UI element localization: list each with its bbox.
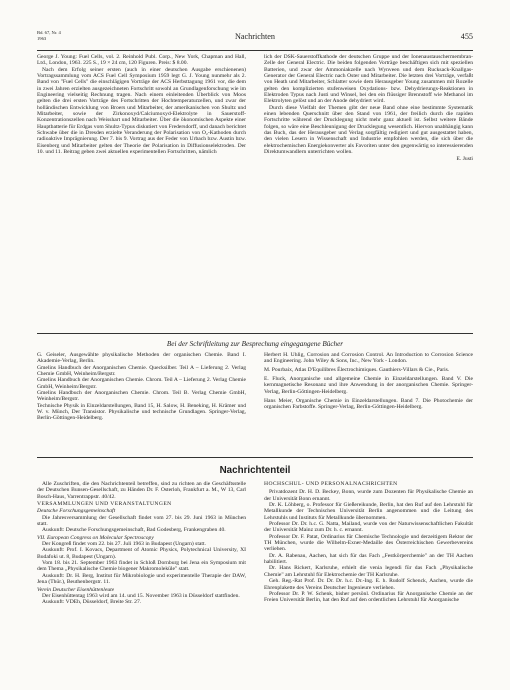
news-right-column [264,481,473,604]
review-paragraph: Nach dem Erfolg seiner ersten (auch in einer deutschen Ausgabe erschienenen) Vortragssammlung vom ACS Fuel Cell Symposium 1959 legt G. J. Young nunmehr als 2. Band von "Fuel Cells" die einschlägigen Vorträge der ACS Herbsttagung 1961 vor, die dem in zwei Jahren erzielten ausgezeichneten Fortschritt sowohl an Grundlagenforschung wie im Engineering vielseitig Rechnung tragen. Nach einem einleitenden Überblick von Moos gelten die drei ersten Vorträge des Fortschritten der Hochtemperaturzellen, und zwar der holländischen Entwicklung von Broers und Mitarbeiter, der amerikanischen von Shultz und Mitarbeiter, sowie der Zirkonoxyd/Calciumoxyd-Elektrolyte in Sauerstoff-Konzentrationszellen nach Weisshart und Mitarbeiter. Über die ökonomischen Aspekte einer Hauptbatterie für Erdgas vom Shultz-Typus diskutiert von Fredersdorff, und danach berichtet Schwabe über die in Dresden erzielte Veranderung der Polarisation von O₂-Kathoden durch radioaktive Imprägnierung. Der 7. bis 9. Vortrag aus der Feder von Urbach bzw. Austin bzw. Eisenberg und Mitarbeiter gelten der Theorie der Polarisation in Diffusionselektroden. Der 10. und 11. Beitrag geben zwei aktuellen experimentellen Fortschritten, nämlich [37,66,246,156]
event-organizer: Deutsche Forschungsgemeinschaft [37,508,116,515]
book-entry: E. Fluck, Anorganische und allgemeine Chemie in Einzeldarstellungen. Band V. Die kernmagnetische Resonanz und ihre Anwendung in der anorganischen Chemie. Springer-Verlag, Berlin-Göttingen-Heidelberg. [264,376,473,395]
personnel-item: Geh. Reg.-Rat Prof. Dr. Dr. Dr. h.c. Dr.-Ing. E. h. Rudolf Schenck, Aachen, wurde die Ehrenplakette des Vereins Deutscher Ingenieure verliehen. [264,578,473,591]
personnel-item: Dr. K. Löhberg, o. Professor für Gießereikunde, Berlin, hat den Ruf auf den Lehrstuhl für Metallkunde der Technischen Universität Berlin angenommen und die Leitung des Lehrstuhls und Instituts für Metallkunde übernommen. [264,502,473,521]
news-intro: Alle Zuschriften, die den Nachrichtenteil betreffen, sind zu richten an die Geschäftsstelle der Deutschen Bunsen-Gesellschaft, zu Händen Dr. F. Osterloh, Frankfurt a. M., W 13, Carl Bosch-Haus, Varrentrappstr. 40/42. [37,481,246,500]
event-organizer: VII. European Congress on Molecular Spectroscopy [37,534,154,541]
book-entry: Hans Meier, Organische Chemie in Einzeldarstellungen. Band 7. Die Photochemie der organischen Farbstoffe. Springer-Verlag, Berlin-Göttingen-Heidelberg. [264,397,473,410]
review-right-column [264,54,473,162]
event-text: Der Kongreß findet vom 22. bis 27. Juli 1963 in Budapest (Ungarn) statt. [42,541,206,548]
event-text: Vom 18. bis 21. September 1963 findet in Schloß Dornburg bei Jena ein Symposium mit dem Thema „Physikalische Chemie biogener Makromoleküle" statt. [37,560,246,573]
header-rule [37,50,473,51]
running-title: Nachrichten [234,32,275,41]
reviewer-signature: E. Justi [456,155,473,162]
personnel-item: Professor Dr. F. Patat, Ordinarius für Chemische Technologie und derzeitigem Rektor der TH München, wurde die Wilhelm-Exner-Medaille des Österreichischen Gewerbevereins verliehen. [264,533,473,553]
section-rule [37,457,473,458]
running-header [37,30,473,48]
personnel-item: Dr. A. Rabenau, Aachen, hat sich für das Fach „Festkörperchemie" an der TH Aachen habilitiert. [264,552,473,566]
section-rule [37,333,473,334]
university-news-heading: HOCHSCHUL- UND PERSONALNACHRICHTEN [264,481,398,487]
books-left-column [37,352,246,422]
page-number: 455 [460,32,473,41]
event-contact: Auskunft: Dr. H. Berg, Institut für Mikrobiologie und experimentelle Therapie der DAW, Jena (Thür.), Beuthenbergstr. 11. [37,572,246,586]
book-entry: Gmelins Handbuch der Anorganischen Chemie. Chrom. Teil A – Lieferung 2. Verlag Chemie GmbH, Weinheim/Bergstr. [37,377,246,390]
review-paragraph: lich der DSK-Sauerstoffkathode der deutschen Gruppe und der Ionenaustauschermembran-Zelle der General Electric. Die beiden folgenden Vorträge beschäftigen sich mit speziellen Batterien, und zwar der Ammoniakzelle nach Wynveen und dem Rucksack-Knallgas-Generator der General Electric nach Oster und Mitarbeiter. Die letzten drei Vorträge, verfaßt von Heath und Mitarbeiter, Schlatter sowie dem Herausgeber Young zusammen mit Rozelle gelten den komplizierten stufenweisen Oxydations- bzw. Dehydrierungs-Reaktionen in Elektroden Typus nach Justi und Winsel, bei den ein flüssiger Brennstoff wie Methanol im Elektrolyten gelöst und an der Anode dehydriert wird. [264,54,473,105]
personnel-item: Dr. Hans Rickert, Karlsruhe, erhielt die venia legendi für das Fach „Physikalische Chemie" am Lehrstuhl für Elektrochemie der TH Karlsruhe. [264,565,473,578]
event-contact: Auskunft: Prof. I. Kovacs, Department of Atomic Physics, Polytechnical University, XI Budafoki ut. 8, Budapest (Ungarn). [37,547,246,560]
event-text: Die Jahresversammlung der Gesellschaft findet vom 27. bis 29. Juni 1963 in München statt. [37,514,246,528]
events-heading: VERSAMMLUNGEN UND VERANSTALTUNGEN [37,501,172,508]
book-entry: M. Pourbaix, Atlas D'Equilibres Électrochimiques. Gauthiers-Villars & Cie., Paris. [264,367,450,374]
books-right-column [264,352,473,410]
book-entry: G. Geiseler, Ausgewählte physikalische Methoden der organischen Chemie. Band I. Akademie-Verlag, Berlin. [37,352,246,365]
review-paragraph: Durch diese Vielfalt der Themen gibt der neue Band ohne eine bestimmte Systematik einen lebenden Querschnitt über den Stand von 1961, der freilich durch die rapiden Fortschritte während der Drucklegung nicht mehr ganz aktuell ist. Selbst weitere Bände folgen, so wäre eine Beschleunigung der Drucklegung wesentlich. Hiervon unabhängig kann das Buch, das der Herausgeber und Verlag sorgfältig redigiert und gut ausgestattet haben, den vielen Lesern in Wissenschaft und Industrie empfohlen werden, die sich über die elektrochemischen Energiekonverter als Favoriten unter den gegenwärtig so interessierenden Direktumwandlern unterrichten wollen. [264,104,473,156]
review-left-column [37,54,246,156]
book-entry: Technische Physik in Einzeldarstellungen, Band 15, H. Salow, H. Beneking, H. Krämer und W. v. Münch, Der Transistor. Physikalische und technische Grundlagen. Springer-Verlag, Berlin-Göttingen-Heidelberg. [37,402,246,422]
event-text: Der Eisenhüttentag 1963 wird am 14. und 15. November 1963 in Düsseldorf stattfinden. [42,592,240,599]
personnel-item: Professor Dr. P. W. Schenk, bisher persönl. Ordinarius für Anorganische Chemie an der Freien Universität Berlin, hat den Ruf auf den ordentlichen Lehrstuhl für Anorganische [264,590,473,604]
book-entry: Herbert H. Uhlig, Corrosion and Corrosion Control. An Introduction to Corrosion Science and Engineering. John Wiley & Sons, Inc., New York - London. [264,352,473,365]
personnel-item: Privatdozent Dr. H. D. Beckey, Bonn, wurde zum Dozenten für Physikalische Chemie an der Universität Bonn ernannt. [264,489,473,502]
book-entry: Gmelins Handbuch der Anorganischen Chemie. Chrom. Teil B. Verlag Chemie GmbH, Weinheim/Bergstr. [37,390,246,403]
book-entry: Gmelins Handbuch der Anorganischen Chemie. Quecksilber. Teil A – Lieferung 2. Verlag Chemie GmbH, Weinheim/Bergstr. [37,364,246,378]
event-organizer: Verein Deutscher Eisenhüttenleute [37,586,115,593]
books-heading: Bei der Schriftleitung zur Besprechung eingegangene Bücher [166,340,344,348]
journal-volume: Bd. 67, Nr. 4 1963 [37,30,61,41]
news-left-column [37,481,246,606]
news-section-title: Nachrichtenteil [219,465,291,476]
event-contact: Auskunft: Deutsche Forschungsgemeinschaft, Bad Godesberg, Frankengraben 40. [42,527,226,534]
review-citation: George J. Young: Fuel Cells, vol. 2. Reinhold Publ. Corp., New York, Chapman and Hall, Ltd., London, 1963. 225 S., 19 × 24 cm, 120 Figuren. Preis: $ 8.00. [37,54,246,67]
event-contact: Auskunft: VDEh, Düsseldorf, Breite Str. 27. [42,599,142,606]
personnel-item: Professor Dr. Dr. h.c. G. Natta, Mailand, wurde von der Naturwissenschaftlichen Fakultät der Universität Mainz zum Dr. h. c. ernannt. [264,521,473,534]
